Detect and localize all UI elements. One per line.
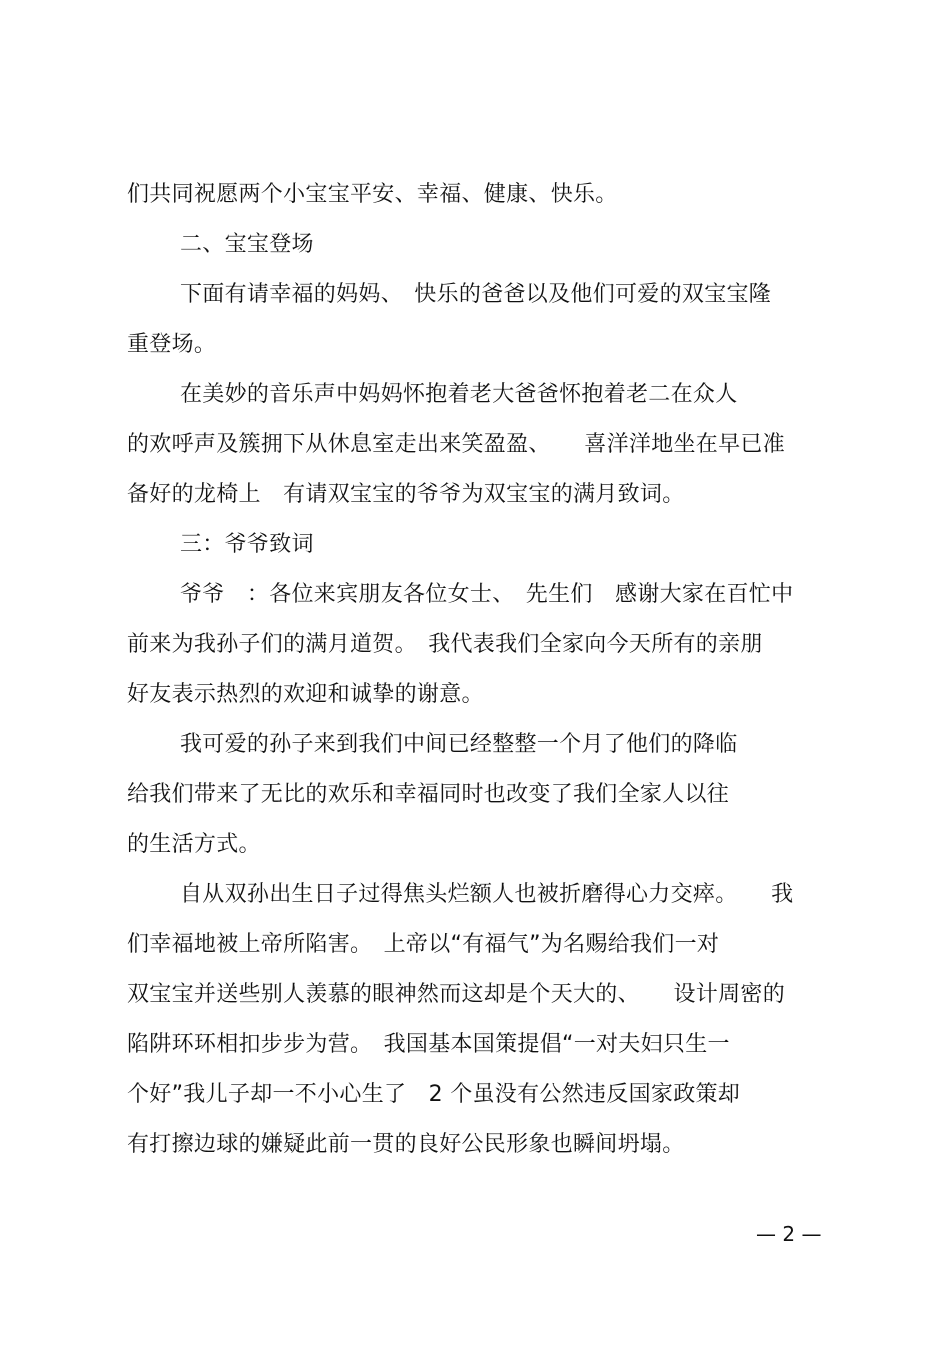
text-line-9: 爷爷 ：各位来宾朋友各位女士、 先生们 感谢大家在百忙中 (180, 582, 794, 607)
text-line-10: 前来为我孙子们的满月道贺。 我代表我们全家向今天所有的亲朋 (127, 632, 763, 657)
text-line-16: 们幸福地被上帝所陷害。 上帝以“有福气”为名赐给我们一对 (127, 932, 720, 957)
text-line-6: 的欢呼声及簇拥下从休息室走出来笑盈盈、 喜洋洋地坐在早已准 (127, 432, 786, 457)
text-line-11: 好友表示热烈的欢迎和诚挚的谢意。 (127, 682, 484, 707)
text-line-7: 备好的龙椅上 有请双宝宝的爷爷为双宝宝的满月致词。 (127, 482, 685, 507)
text-line-19: 个好”我儿子却一不小心生了 2 个虽没有公然违反国家政策却 (127, 1082, 741, 1107)
section-heading-3: 三：爷爷致词 (180, 532, 314, 557)
text-line-12: 我可爱的孙子来到我们中间已经整整一个月了他们的降临 (180, 732, 738, 757)
text-line-3: 下面有请幸福的妈妈、 快乐的爸爸以及他们可爱的双宝宝隆 (180, 282, 772, 307)
text-line-4: 重登场。 (127, 332, 217, 357)
text-line-5: 在美妙的音乐声中妈妈怀抱着老大爸爸怀抱着老二在众人 (180, 382, 738, 407)
text-line-13: 给我们带来了无比的欢乐和幸福同时也改变了我们全家人以往 (127, 782, 730, 807)
section-heading-2: 二、宝宝登场 (180, 232, 314, 257)
text-line-1: 们共同祝愿两个小宝宝平安、幸福、健康、快乐。 (127, 182, 618, 207)
text-line-14: 的生活方式。 (127, 832, 261, 857)
page-number: — 2 — (756, 1222, 822, 1246)
text-line-17: 双宝宝并送些别人羡慕的眼神然而这却是个天大的、 设计周密的 (127, 982, 786, 1007)
text-line-20: 有打擦边球的嫌疑此前一贯的良好公民形象也瞬间坍塌。 (127, 1132, 685, 1157)
text-line-18: 陷阱环环相扣步步为营。 我国基本国策提倡“一对夫妇只生一 (127, 1032, 730, 1057)
text-line-15: 自从双孙出生日子过得焦头烂额人也被折磨得心力交瘁。 我 (180, 882, 794, 907)
